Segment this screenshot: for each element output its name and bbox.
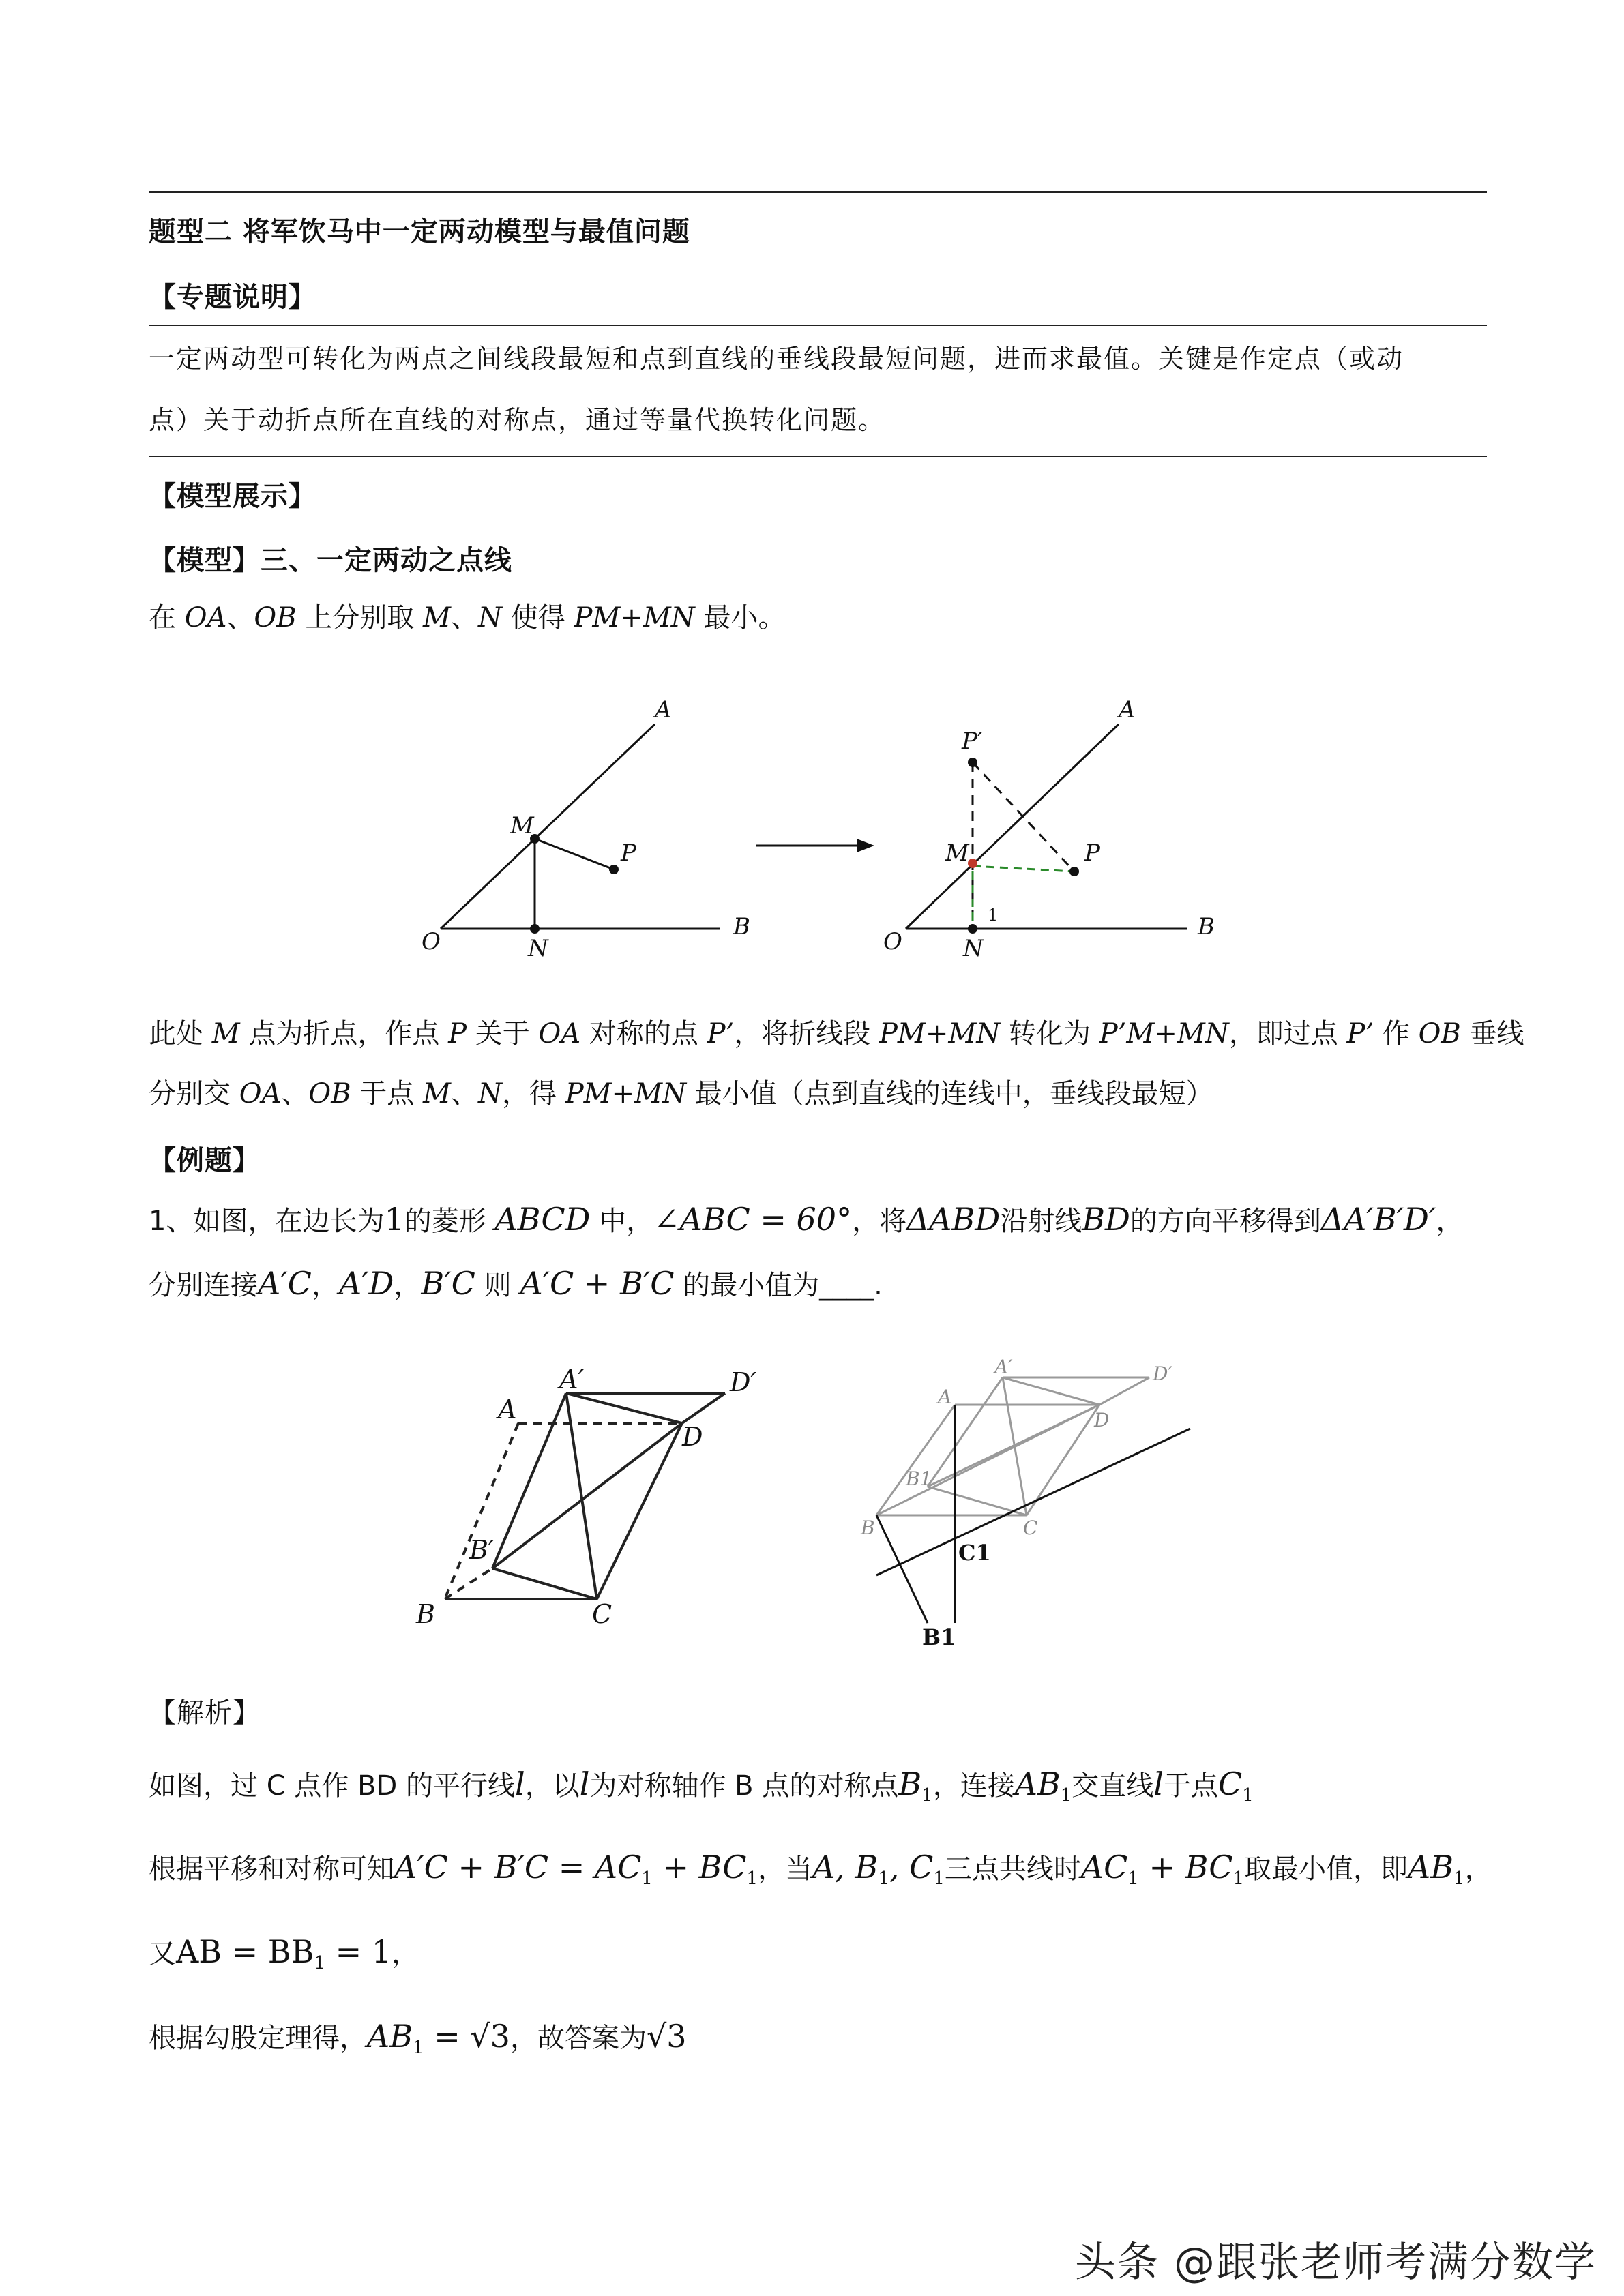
expr: A, B xyxy=(812,1849,879,1885)
subscript: 1 xyxy=(1242,1785,1254,1806)
var: P’ xyxy=(707,1018,735,1049)
text: 、 xyxy=(226,602,254,633)
var: AB xyxy=(1014,1765,1061,1802)
text: 分别连接 xyxy=(149,1270,258,1301)
segment-bp-d xyxy=(492,1423,682,1568)
expr: , C xyxy=(889,1849,934,1885)
text: ，以 xyxy=(525,1770,580,1802)
subscript: 1 xyxy=(878,1868,889,1889)
section-solution: 【解析】 xyxy=(149,1697,261,1729)
fig3-label-a: A xyxy=(498,1395,517,1425)
text: ，当 xyxy=(758,1853,813,1885)
text: ，连接 xyxy=(932,1770,1015,1802)
var: C xyxy=(1218,1765,1243,1802)
var: P xyxy=(448,1018,467,1049)
var: OB xyxy=(308,1078,351,1109)
text: 对称的点 xyxy=(580,1018,707,1049)
fig3-label-b-prime: B′ xyxy=(469,1535,494,1565)
fig4-label-d-prime: D′ xyxy=(1153,1362,1172,1385)
text: 又 xyxy=(149,1938,176,1969)
label-p: P xyxy=(621,839,636,867)
answer: √3 xyxy=(646,2018,687,2055)
fig3-label-a-prime: A′ xyxy=(559,1365,585,1395)
expr: AC xyxy=(1080,1849,1128,1885)
var: OA xyxy=(239,1078,282,1109)
solution-line-1 xyxy=(149,1766,1254,1813)
text: 关于 xyxy=(467,1018,539,1049)
segment-cd xyxy=(597,1423,682,1599)
text: 的最小值为 xyxy=(674,1270,820,1301)
solution-line-4 xyxy=(149,2018,687,2066)
label-n: N xyxy=(528,935,548,962)
subscript: 1 xyxy=(1060,1785,1072,1806)
point-n: N xyxy=(478,602,502,633)
var: l xyxy=(579,1765,590,1802)
label-n2: N xyxy=(963,935,984,962)
fig4-label-b1: B1 xyxy=(922,1624,956,1650)
subscript: 1 xyxy=(1232,1868,1245,1889)
label-m: M xyxy=(510,812,534,839)
text: 1、如图，在边长为 xyxy=(149,1206,385,1237)
label-p2: P xyxy=(1084,839,1100,867)
intro-text-line-1: 一定两动型可转化为两点之间线段最短和点到直线的垂线段最短问题，进而求最值。关键是作定点（或动 xyxy=(149,344,1404,374)
text: 如图，过 C 点作 BD 的平行线 xyxy=(149,1770,516,1802)
expr: AB xyxy=(367,2018,413,2055)
answer-blank: ____ xyxy=(819,1270,874,1301)
text: 作 xyxy=(1374,1018,1419,1049)
watermark: 头条 @跟张老师考满分数学 xyxy=(1074,2239,1597,2286)
expr: = √3 xyxy=(424,2018,510,2055)
text: ，得 xyxy=(502,1078,565,1109)
expr: = 1 xyxy=(325,1933,392,1970)
solution-line-3 xyxy=(149,1934,419,1981)
fig4-label-c1: C1 xyxy=(958,1540,991,1566)
fig4-b-b1-line xyxy=(876,1515,928,1623)
label-a2: A xyxy=(1119,696,1136,724)
text: 最小。 xyxy=(694,602,786,633)
var: ABCD xyxy=(494,1201,591,1238)
text: 分别交 xyxy=(149,1078,239,1109)
text: 的菱形 xyxy=(404,1206,495,1237)
text: 则 xyxy=(475,1270,520,1301)
var: ΔA′B′D′ xyxy=(1320,1201,1436,1238)
section-model-show: 【模型展示】 xyxy=(149,481,316,512)
subscript: 1 xyxy=(641,1868,653,1889)
var: B xyxy=(898,1765,922,1802)
segment-bbp-dashed xyxy=(445,1568,492,1599)
fig4-label-c: C xyxy=(1023,1517,1038,1539)
text: ， xyxy=(1436,1206,1464,1237)
text: 上分别取 xyxy=(296,602,424,633)
label-o2: O xyxy=(883,928,902,955)
section-example: 【例题】 xyxy=(149,1145,261,1176)
fig3-label-c: C xyxy=(592,1599,612,1629)
text: 垂线 xyxy=(1460,1018,1524,1049)
expr: + BC xyxy=(1138,1849,1233,1885)
text: ，将 xyxy=(852,1206,907,1237)
var: A′D xyxy=(338,1265,394,1302)
text: ， xyxy=(311,1270,339,1301)
var: ΔABD xyxy=(906,1201,1001,1238)
subscript: 1 xyxy=(933,1868,945,1889)
var: B′C xyxy=(421,1265,475,1302)
segment-ob: OB xyxy=(254,602,297,633)
fig3-label-b: B xyxy=(416,1599,435,1629)
var: P’M+MN xyxy=(1099,1018,1229,1049)
text: 取最小值，即 xyxy=(1244,1853,1408,1885)
expr: AB = BB xyxy=(176,1933,314,1970)
label-p-prime: P′ xyxy=(962,728,983,755)
var: N xyxy=(478,1078,502,1109)
text: 于点 xyxy=(1164,1770,1218,1802)
var: l xyxy=(515,1765,525,1802)
right-angle-mark: 1 xyxy=(988,906,999,925)
var: OB xyxy=(1418,1018,1461,1049)
label-m2: M xyxy=(945,839,969,867)
var: A′C xyxy=(258,1265,312,1302)
text: 、 xyxy=(451,602,478,633)
label-b: B xyxy=(733,913,750,940)
expression-pm-mn: PM+MN xyxy=(574,602,695,633)
label-o: O xyxy=(422,928,441,955)
text: ，将折线段 xyxy=(734,1018,879,1049)
text: 的方向平移得到 xyxy=(1130,1206,1321,1237)
var: M xyxy=(211,1018,240,1049)
fig4-label-a: A xyxy=(938,1386,952,1408)
subscript: 1 xyxy=(413,2038,424,2058)
var: M xyxy=(423,1078,451,1109)
subscript: 1 xyxy=(746,1868,758,1889)
text: 此处 xyxy=(149,1018,212,1049)
figure-4 xyxy=(876,1377,1190,1623)
subscript: 1 xyxy=(314,1953,325,1973)
text: ， xyxy=(394,1270,422,1301)
text: 于点 xyxy=(351,1078,424,1109)
label-b2: B xyxy=(1198,913,1215,940)
intro-text-line-2: 点）关于动折点所在直线的对称点，通过等量代换转化问题。 xyxy=(149,405,886,435)
fig4-label-b1-small: B1 xyxy=(906,1467,932,1490)
fig4-bd xyxy=(876,1405,1099,1515)
angle-expr: ∠ABC = 60° xyxy=(653,1201,853,1238)
text: 在 xyxy=(149,602,185,633)
text: . xyxy=(874,1270,883,1301)
text: 三点共线时 xyxy=(944,1853,1081,1885)
subscript: 1 xyxy=(921,1785,933,1806)
fig4-dp-d xyxy=(1099,1377,1149,1405)
label-a: A xyxy=(655,696,672,724)
number: 1 xyxy=(384,1201,404,1238)
segment-oa: OA xyxy=(184,602,227,633)
subscript: 1 xyxy=(1127,1868,1139,1889)
text: 根据勾股定理得， xyxy=(149,2023,367,2054)
section-intro-title: 【专题说明】 xyxy=(149,282,316,313)
text: 交直线 xyxy=(1072,1770,1154,1802)
var: PM+MN xyxy=(879,1018,1001,1049)
text: 、 xyxy=(281,1078,309,1109)
segment-dp-d xyxy=(682,1393,725,1423)
model-title: 【模型】三、一定两动之点线 xyxy=(149,545,512,576)
expr: A′C + B′C = AC xyxy=(394,1849,642,1885)
fig4-label-a-prime: A′ xyxy=(994,1356,1013,1378)
var: PM+MN xyxy=(565,1078,687,1109)
fig4-ab xyxy=(876,1405,955,1515)
text: ， xyxy=(1464,1853,1492,1885)
page-title: 题型二 将军饮马中一定两动模型与最值问题 xyxy=(149,216,690,248)
fig4-label-b: B xyxy=(861,1517,875,1539)
text: 最小值（点到直线的连线中，垂线段最短） xyxy=(686,1078,1213,1109)
expr: A′C + B′C xyxy=(520,1265,675,1302)
fig4-ap-d xyxy=(1003,1377,1099,1405)
text: 点为折点，作点 xyxy=(239,1018,449,1049)
fig4-label-d: D xyxy=(1094,1409,1110,1431)
expr: AB xyxy=(1408,1849,1454,1885)
var: l xyxy=(1153,1765,1164,1802)
segment-ap-d xyxy=(566,1393,682,1423)
var: P’ xyxy=(1346,1018,1374,1049)
segment-bp-c xyxy=(492,1568,597,1599)
point-m: M xyxy=(423,602,451,633)
var: OA xyxy=(538,1018,581,1049)
text: 中， xyxy=(590,1206,654,1237)
text: 沿射线 xyxy=(1000,1206,1082,1237)
expr: + BC xyxy=(652,1849,747,1885)
fig3-label-d: D xyxy=(682,1422,703,1452)
text: ， xyxy=(392,1938,419,1969)
var: BD xyxy=(1082,1201,1130,1238)
text: 根据平移和对称可知 xyxy=(149,1853,394,1885)
text: 、 xyxy=(451,1078,478,1109)
text: 为对称轴作 B 点的对称点 xyxy=(589,1770,899,1802)
fig3-label-d-prime: D′ xyxy=(730,1367,757,1397)
subscript: 1 xyxy=(1453,1868,1465,1889)
text: ，故答案为 xyxy=(510,2023,647,2054)
solution-line-2 xyxy=(149,1849,1492,1896)
text: ，即过点 xyxy=(1228,1018,1347,1049)
text: 使得 xyxy=(502,602,574,633)
text: 转化为 xyxy=(1000,1018,1099,1049)
